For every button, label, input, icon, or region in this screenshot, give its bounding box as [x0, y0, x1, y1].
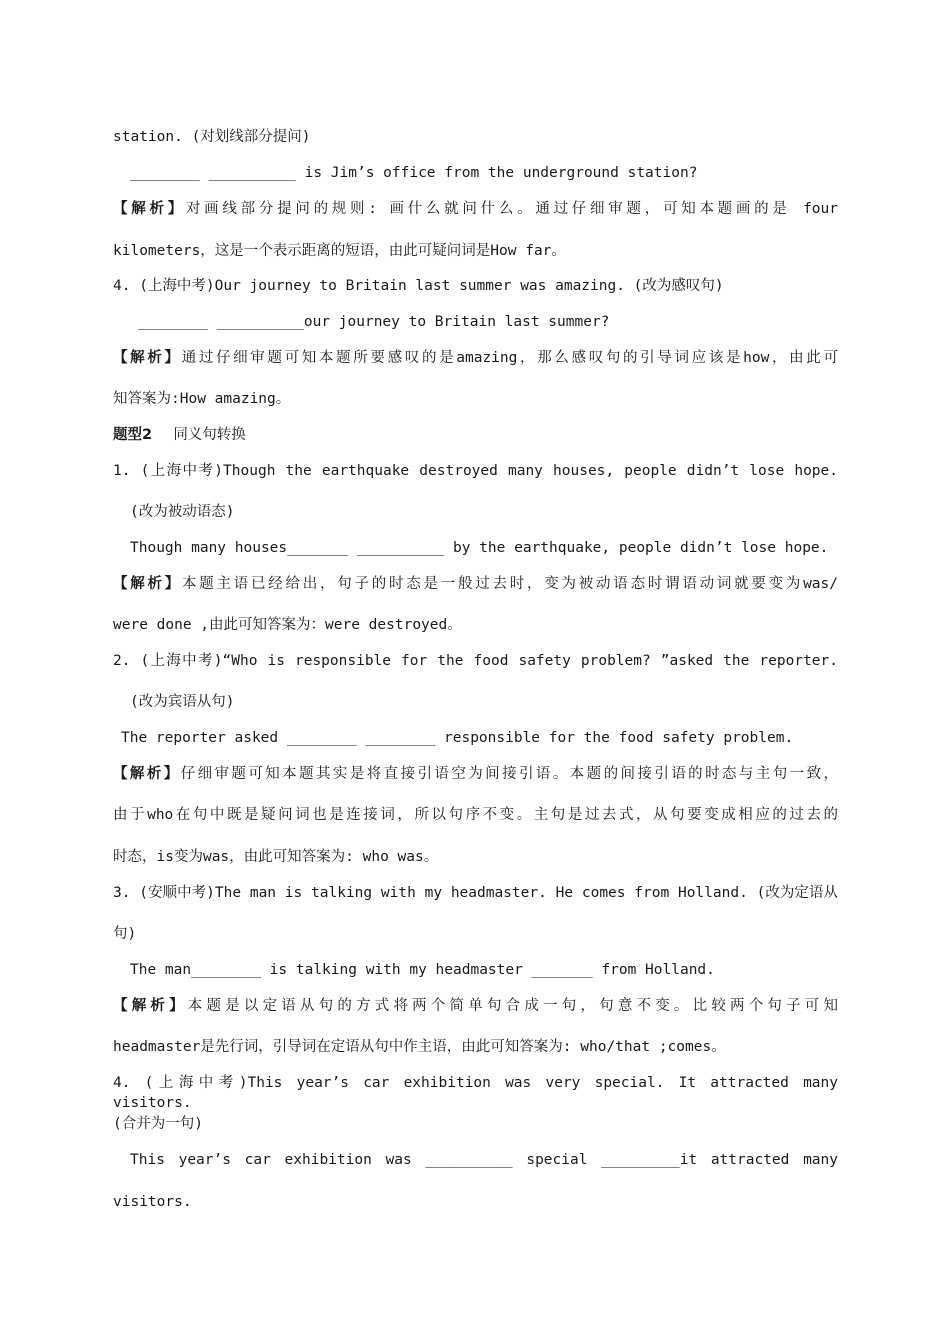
analysis-line: 【解析】仔细审题可知本题其实是将直接引语空为间接引语。本题的间接引语的时态与主句一致， — [113, 766, 839, 782]
analysis-line: 知答案为:How amazing。 — [113, 391, 291, 407]
question-line: 句) — [113, 926, 137, 942]
analysis-line: 时态，is变为was，由此可知答案为: who was。 — [113, 849, 439, 865]
instruction-line: (改为被动语态) — [130, 504, 235, 520]
analysis-marker: 【解析】 — [113, 998, 188, 1014]
text-line: station. (对划线部分提问) — [113, 129, 311, 145]
question-line: 1. (上海中考)Though the earthquake destroyed many houses, people didn’t lose hope. — [113, 463, 838, 479]
exercise-blank-line: The man________ is talking with my headmaster _______ from Holland. — [130, 962, 715, 978]
section-label: 题型2 — [113, 427, 153, 443]
exercise-blank-line: ________ __________our journey to Britain last summer? — [138, 314, 610, 330]
exercise-blank-line: This year’s car exhibition was __________ special _________it attracted many — [130, 1152, 838, 1168]
exercise-blank-line: ________ __________ is Jim’s office from the underground station? — [130, 165, 698, 181]
exercise-blank-line: The reporter asked ________ ________ responsible for the food safety problem. — [121, 730, 794, 746]
exercise-blank-line: visitors. — [113, 1194, 192, 1210]
analysis-marker: 【解析】 — [113, 201, 186, 217]
analysis-line: headmaster是先行词，引导词在定语从句中作主语，由此可知答案为: who/that ;comes。 — [113, 1039, 726, 1055]
section-heading — [113, 425, 838, 445]
analysis-marker: 【解析】 — [113, 350, 182, 366]
question-line: 3. (安顺中考)The man is talking with my headmaster. He comes from Holland. (改为定语从 — [113, 885, 838, 901]
question-line: 2. (上海中考)“Who is responsible for the food safety problem? ”asked the reporter. — [113, 653, 838, 669]
analysis-line: 【解析】对画线部分提问的规则: 画什么就问什么。通过仔细审题，可知本题画的是 four — [113, 201, 838, 217]
section-title: 同义句转换 — [173, 427, 246, 443]
analysis-marker: 【解析】 — [113, 576, 183, 592]
analysis-line: kilometers，这是一个表示距离的短语，由此可疑问词是How far。 — [113, 243, 566, 259]
analysis-line: 【解析】通过仔细审题可知本题所要感叹的是amazing，那么感叹句的引导词应该是how，由此可 — [113, 350, 839, 366]
exercise-blank-line: Though many houses_______ __________ by the earthquake, people didn’t lose hope. — [130, 540, 829, 556]
instruction-line: (改为宾语从句) — [130, 694, 235, 710]
analysis-marker: 【解析】 — [113, 766, 181, 782]
analysis-line: 【解析】本题是以定语从句的方式将两个简单句合成一句，句意不变。比较两个句子可知 — [113, 998, 839, 1014]
question-line: 4. (上海中考)Our journey to Britain last summer was amazing. (改为感叹句) — [113, 278, 724, 294]
instruction-line: (合并为一句) — [113, 1116, 203, 1132]
analysis-line: 由于who在句中既是疑问词也是连接词，所以句序不变。主句是过去式，从句要变成相应的过去的 — [113, 807, 838, 823]
question-line: 4. (上海中考)This year’s car exhibition was very special. It attracted many visitors. — [113, 1075, 838, 1111]
analysis-line: were done ,由此可知答案为：were destroyed。 — [113, 617, 462, 633]
analysis-line: 【解析】本题主语已经给出，句子的时态是一般过去时，变为被动语态时谓语动词就要变为was/ — [113, 576, 839, 592]
